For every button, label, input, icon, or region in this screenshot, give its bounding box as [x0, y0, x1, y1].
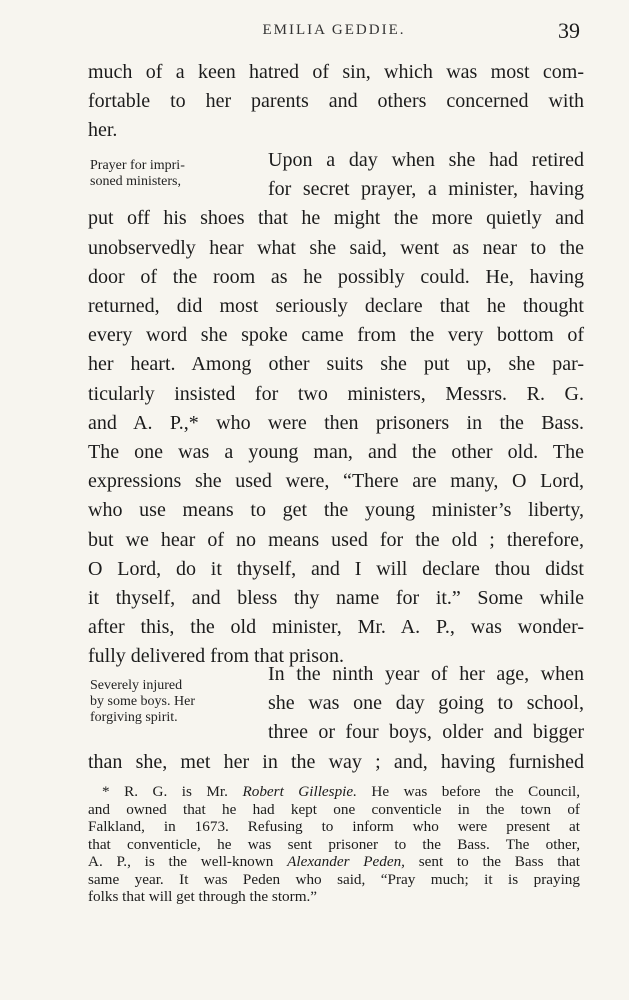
footnote: [88, 783, 580, 906]
page-number: 39: [558, 18, 580, 43]
text-line: for secret prayer, a minister, having: [268, 178, 584, 201]
footnote-line: folks that will get through the storm.”: [88, 888, 318, 905]
footnote-line: Falkland, in 1673. Refusing to inform who were present at: [88, 818, 580, 835]
margin-note-line: soned ministers,: [90, 174, 181, 189]
page-header: [88, 18, 580, 48]
margin-note-line: by some boys. Her: [90, 694, 195, 709]
text-line: fortable to her parents and others concerned with: [88, 90, 584, 113]
indented-lines: [88, 660, 584, 748]
footnote-text: He was before the Council,: [356, 783, 580, 800]
text-line: every word she spoke came from the very bottom of: [88, 324, 584, 347]
footnote-text: * R. G. is Mr.: [102, 783, 243, 800]
text-line: returned, did most seriously declare that he thought: [88, 295, 584, 318]
text-line: her.: [88, 119, 118, 142]
footnote-line: that conventicle, he was sent prisoner to the Bass. The other,: [88, 835, 580, 853]
text-line: who use means to get the young minister’s liberty,: [88, 499, 584, 522]
text-line: door of the room as he possibly could. He, having: [88, 265, 584, 288]
text-line: unobservedly hear what she said, went as near to the: [88, 236, 584, 259]
footnote-line: [88, 783, 580, 801]
footnote-italic-name: Alexander Peden,: [287, 853, 405, 870]
text-line: expressions she used were, “There are many, O Lord,: [88, 470, 584, 493]
indented-lines: [88, 146, 584, 204]
paragraph-1: [88, 58, 584, 146]
text-line: put off his shoes that he might the more quietly and: [88, 207, 584, 230]
margin-note-line: Severely injured: [90, 678, 183, 693]
text-line: O Lord, do it thyself, and I will declare thou didst: [88, 557, 584, 580]
text-line: after this, the old minister, Mr. A. P., was wonder-: [88, 616, 584, 639]
text-line: she was one day going to school,: [268, 692, 584, 715]
text-line: her heart. Among other suits she put up, she par-: [88, 353, 584, 376]
footnote-text: sent to the Bass that: [404, 853, 580, 870]
footnote-italic-name: Robert Gillespie.: [242, 783, 357, 800]
text-line: Upon a day when she had retired: [268, 149, 584, 171]
margin-note-line: Prayer for impri-: [90, 158, 185, 173]
margin-note-line: forgiving spirit.: [90, 710, 178, 725]
footnote-line: same year. It was Peden who said, “Pray much; it is praying: [88, 870, 580, 888]
text-line: ticularly insisted for two ministers, Messrs. R. G.: [88, 382, 584, 405]
text-line: much of a keen hatred of sin, which was most com-: [88, 61, 584, 83]
footnote-line: [88, 853, 580, 871]
text-line: and A. P.,* who were then prisoners in the Bass.: [88, 411, 584, 434]
text-line: but we hear of no means used for the old ; therefore,: [88, 528, 584, 551]
text-line: than she, met her in the way ; and, having furnished: [88, 750, 584, 773]
text-line: The one was a young man, and the other old. The: [88, 441, 584, 464]
paragraph-2: [88, 146, 584, 672]
text-line: three or four boys, older and bigger: [268, 721, 584, 744]
footnote-line: and owned that he had kept one conventicle in the town of: [88, 800, 580, 818]
paragraph-3: [88, 660, 584, 777]
text-line: it thyself, and bless thy name for it.” Some while: [88, 587, 584, 610]
running-title: EMILIA GEDDIE.: [262, 22, 406, 38]
footnote-text: A. P., is the well-known: [88, 853, 288, 870]
text-line: In the ninth year of her age, when: [268, 663, 584, 685]
text-line: fully delivered from that prison.: [88, 645, 345, 668]
